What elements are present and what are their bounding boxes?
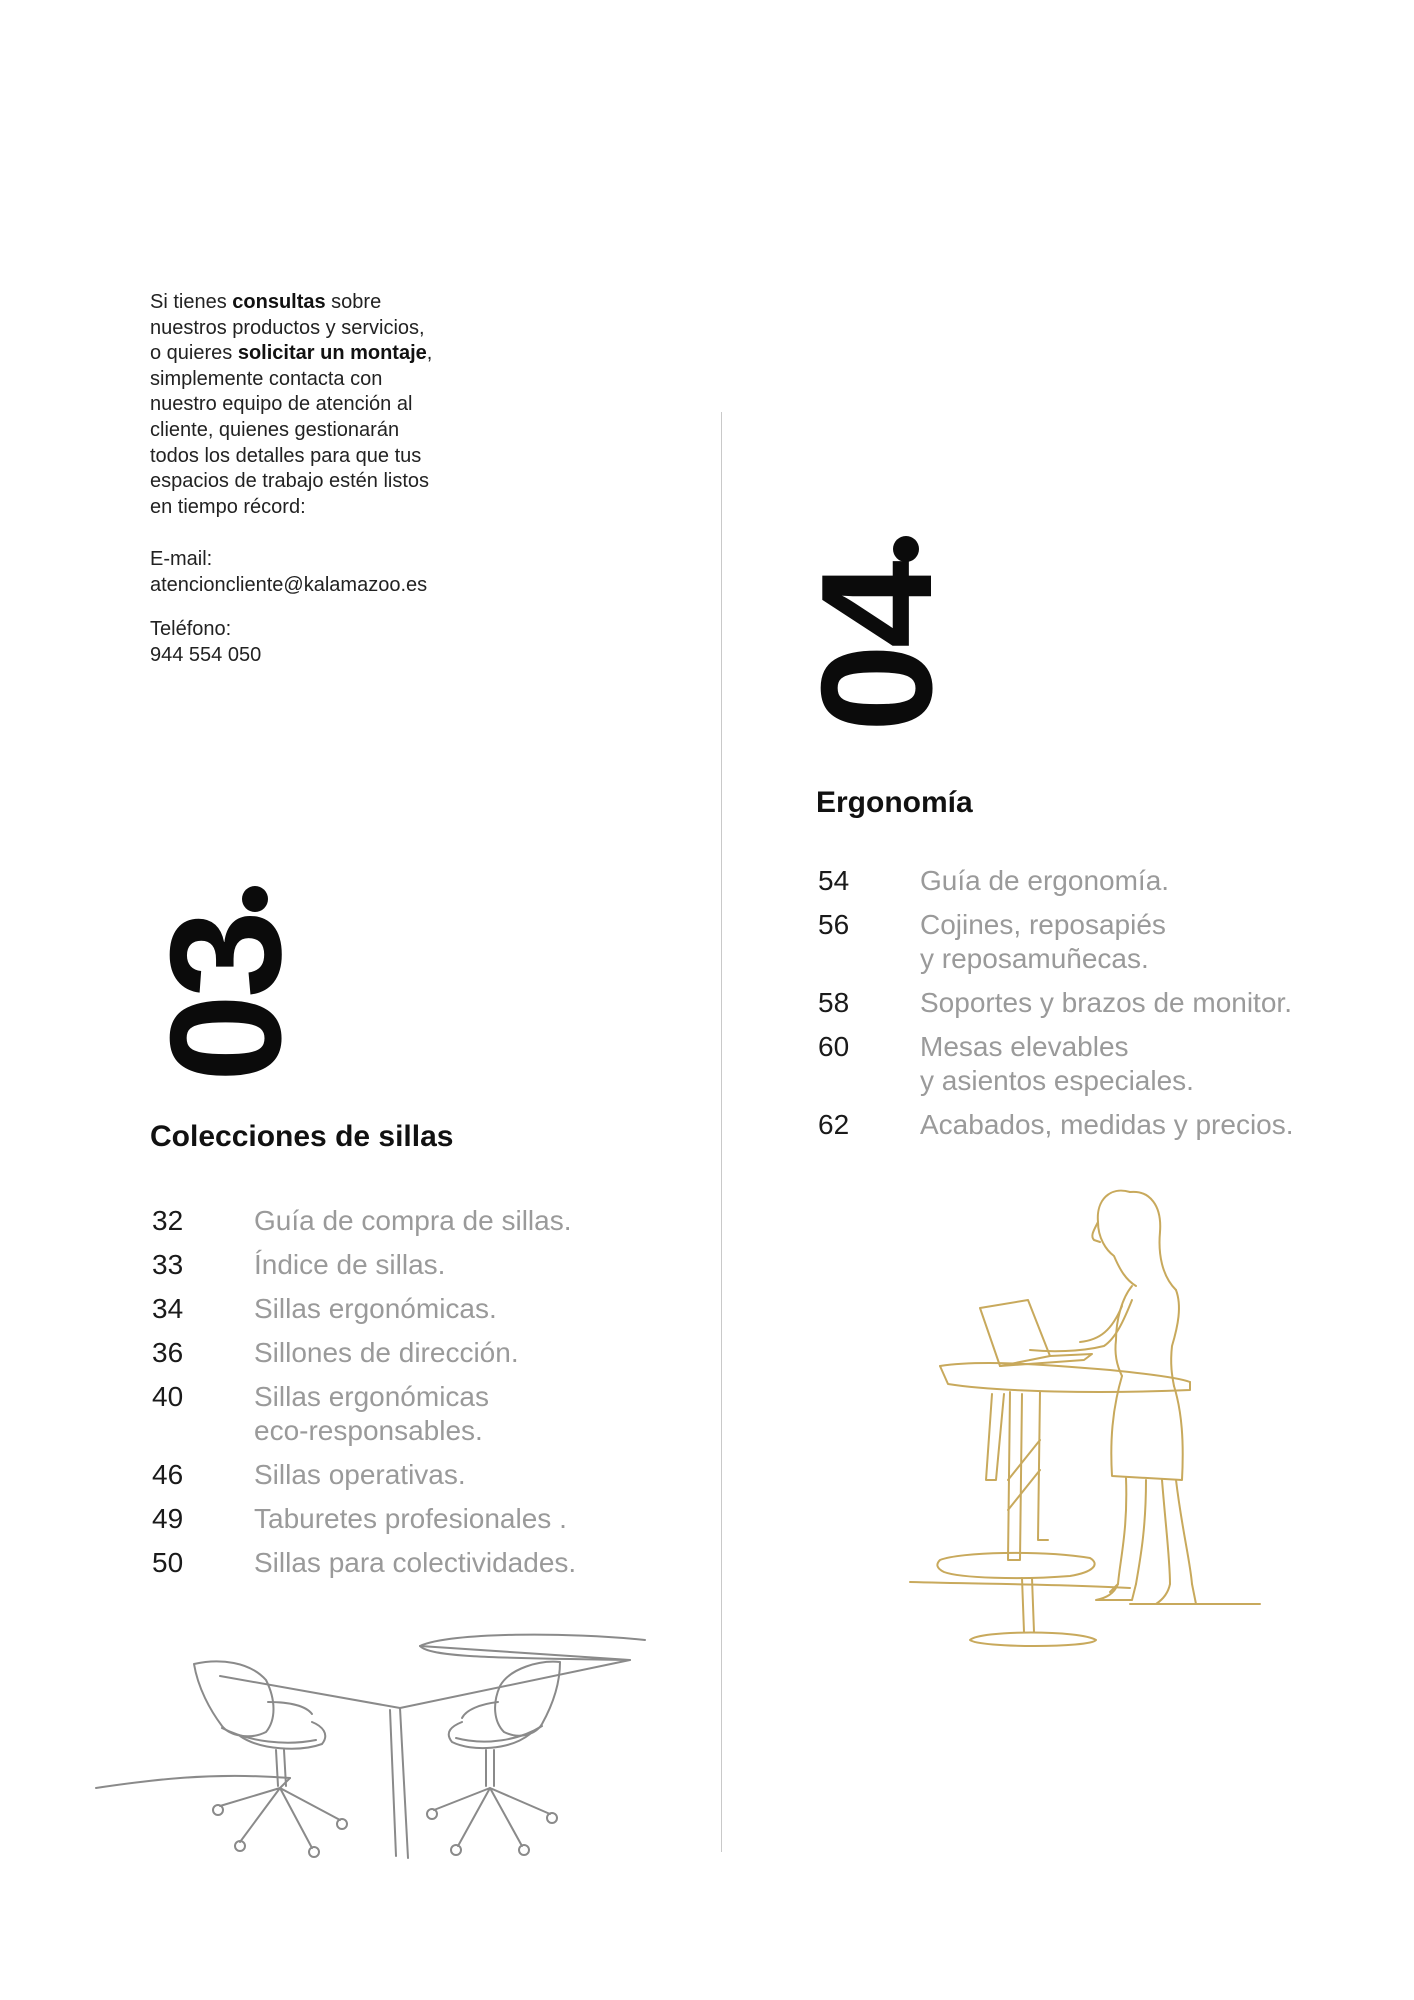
- index-entry-text: Guía de compra de sillas.: [254, 1205, 572, 1236]
- section-04-title: Ergonomía: [816, 786, 973, 819]
- column-divider: [721, 412, 722, 1852]
- phone-link[interactable]: 944 554 050: [150, 643, 262, 666]
- intro-line: simplemente contacta con: [150, 367, 383, 390]
- index-entry-text: Sillas para colectividades.: [254, 1547, 577, 1578]
- intro-line: cliente, quienes gestionarán: [150, 418, 400, 441]
- email-link[interactable]: atencioncliente@kalamazoo.es: [150, 573, 428, 596]
- index-entry-text: Mesas elevables y asientos especiales.: [920, 1031, 1194, 1096]
- intro-line: o quieres solicitar un montaje,: [150, 342, 433, 365]
- index-page-number: 40: [152, 1381, 184, 1412]
- intro-text: [150, 290, 510, 520]
- index-entry-text: Sillas ergonómicas.: [254, 1293, 497, 1324]
- index-entry-text: Acabados, medidas y precios.: [920, 1109, 1294, 1140]
- index-page-number: 60: [818, 1031, 850, 1062]
- index-entry-text: Soportes y brazos de monitor.: [920, 987, 1292, 1018]
- index-page-number: 54: [818, 865, 850, 896]
- phone-label: Teléfono:: [150, 618, 232, 640]
- section-04-index: [816, 864, 1294, 1142]
- index-page-number: 32: [152, 1205, 184, 1236]
- index-item[interactable]: [150, 1546, 576, 1580]
- index-item[interactable]: [150, 1292, 576, 1326]
- intro-line: en tiempo récord:: [150, 495, 306, 518]
- index-page-number: 58: [818, 987, 850, 1018]
- index-entry-text: Sillas operativas.: [254, 1459, 466, 1490]
- intro-bold: solicitar un montaje: [237, 342, 427, 365]
- intro-line: nuestros productos y servicios,: [150, 316, 425, 339]
- intro-line: todos los detalles para que tus: [150, 444, 422, 467]
- section-number-dot: [893, 536, 919, 562]
- intro-line: espacios de trabajo estén listos: [150, 470, 430, 493]
- section-04-number: [789, 472, 965, 732]
- intro-bold: consultas: [232, 291, 326, 313]
- standing-woman-laptop-line-icon: [900, 1180, 1270, 1670]
- index-page-number: 50: [152, 1547, 184, 1578]
- intro-line: Si tienes consultas sobre: [150, 291, 382, 313]
- index-item[interactable]: [816, 1108, 1294, 1142]
- section-number-digits: 03: [138, 914, 314, 1082]
- index-item[interactable]: [150, 1458, 576, 1492]
- index-entry-text: Guía de ergonomía.: [920, 865, 1170, 896]
- section-number-digits: 04: [789, 564, 965, 732]
- section-number-dot: [242, 886, 268, 912]
- index-page-number: 34: [152, 1293, 184, 1324]
- index-entry-text: Taburetes profesionales .: [254, 1503, 567, 1534]
- index-item[interactable]: [816, 908, 1294, 976]
- index-page-number: 49: [152, 1503, 184, 1534]
- intro-line: nuestro equipo de atención al: [150, 393, 413, 416]
- index-page-number: 56: [818, 909, 850, 940]
- index-entry-text: Índice de sillas.: [254, 1249, 446, 1280]
- index-entry-text: Sillones de dirección.: [254, 1337, 519, 1368]
- index-entry-text: Sillas ergonómicas eco-responsables.: [254, 1381, 489, 1446]
- email-label: E-mail:: [150, 548, 213, 570]
- index-page-number: 62: [818, 1109, 850, 1140]
- index-item[interactable]: [816, 986, 1294, 1020]
- section-03-title: Colecciones de sillas: [150, 1120, 454, 1153]
- index-item[interactable]: [150, 1204, 576, 1238]
- index-item[interactable]: [150, 1380, 576, 1448]
- email-block: [150, 547, 427, 598]
- index-item[interactable]: [150, 1336, 576, 1370]
- index-item[interactable]: [150, 1502, 576, 1536]
- index-page-number: 46: [152, 1459, 184, 1490]
- index-page-number: 33: [152, 1249, 184, 1280]
- index-item[interactable]: [150, 1248, 576, 1282]
- index-item[interactable]: [816, 1030, 1294, 1098]
- office-chairs-desk-line-icon: [90, 1610, 650, 1880]
- section-03-index: [150, 1204, 576, 1580]
- phone-block: [150, 617, 261, 668]
- section-03-number: [138, 822, 314, 1082]
- index-entry-text: Cojines, reposapiés y reposamuñecas.: [920, 909, 1166, 974]
- index-page-number: 36: [152, 1337, 184, 1368]
- index-item[interactable]: [816, 864, 1294, 898]
